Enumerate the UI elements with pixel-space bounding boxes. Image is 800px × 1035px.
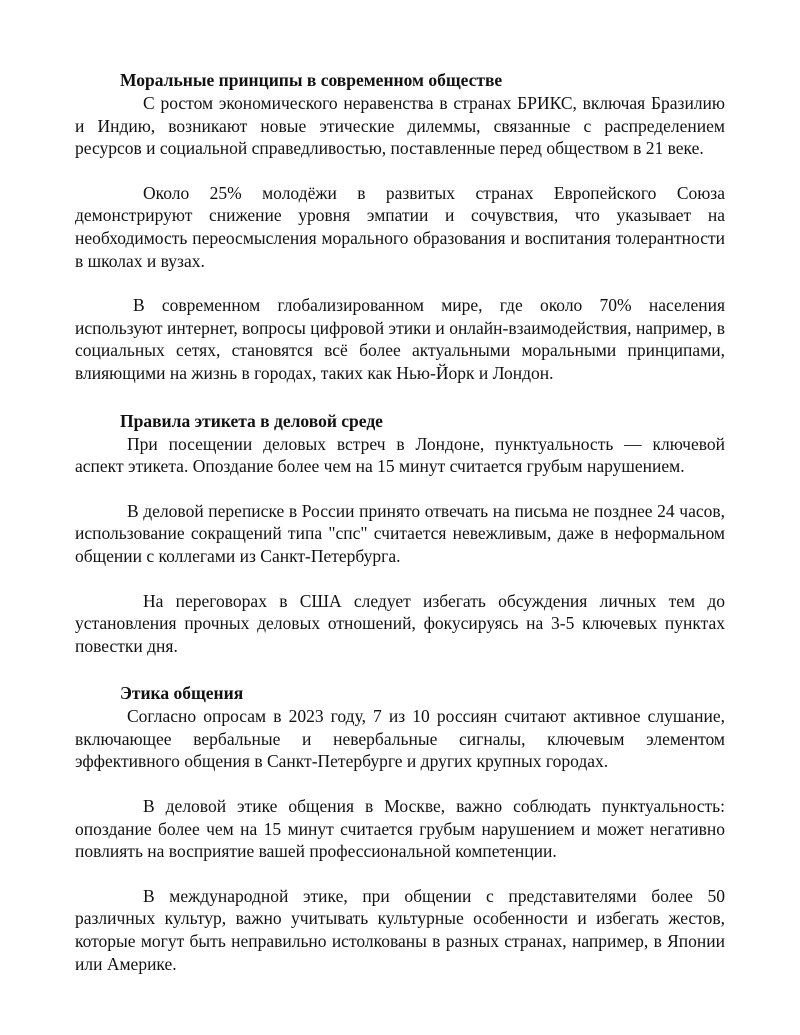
- section-heading-communication-ethics: Этика общения: [120, 683, 244, 704]
- section-heading-moral-principles: Моральные принципы в современном обществе: [120, 70, 503, 90]
- paragraph: С ростом экономического неравенства в странах БРИКС, включая Бразилию и Индию, возникают новые этические дилеммы, связанные с распределением ресурсов и социальной справедливостью, поставленные перед обществом в 21 веке.: [75, 93, 725, 159]
- paragraph: В международной этике, при общении с представителями более 50 различных культур, важно учитывать культурные особенности и избегать жестов, которые могут быть неправильно истолкованы в разных странах, например, в Японии или Америке.: [75, 885, 725, 974]
- paragraph: Согласно опросам в 2023 году, 7 из 10 россиян считают активное слушание, включающее вербальные и невербальные сигналы, ключевым элементом эффективного общения в Санкт-Петербурге и других крупных городах.: [75, 706, 725, 772]
- paragraph: В деловой переписке в России принято отвечать на письма не позднее 24 часов, использование сокращений типа "спс" считается невежливым, даже в неформальном общении с коллегами из Санкт-Петербурга.: [75, 500, 725, 566]
- paragraph: В современном глобализированном мире, где около 70% населения используют интернет, вопросы цифровой этики и онлайн-взаимодействия, например, в социальных сетях, становятся всё более актуальными моральными принципами, влияющими на жизнь в городах, таких как Нью-Йорк и Лондон.: [75, 295, 725, 383]
- paragraph: При посещении деловых встреч в Лондоне, пунктуальность — ключевой аспект этикета. Опоздание более чем на 15 минут считается грубым нарушением.: [75, 433, 725, 477]
- section-heading-business-etiquette: Правила этикета в деловой среде: [120, 410, 383, 431]
- paragraph: Около 25% молодёжи в развитых странах Европейского Союза демонстрируют снижение уровня эмпатии и сочувствия, что указывает на необходимость переосмысления морального образования и воспитания толерантности в школах и вузах.: [75, 182, 725, 271]
- paragraph: На переговорах в США следует избегать обсуждения личных тем до установления прочных деловых отношений, фокусируясь на 3-5 ключевых пунктах повестки дня.: [75, 590, 725, 656]
- paragraph: В деловой этике общения в Москве, важно соблюдать пунктуальность: опоздание более чем на 15 минут считается грубым нарушением и может негативно повлиять на восприятие вашей профессиональной компетенции.: [75, 796, 725, 862]
